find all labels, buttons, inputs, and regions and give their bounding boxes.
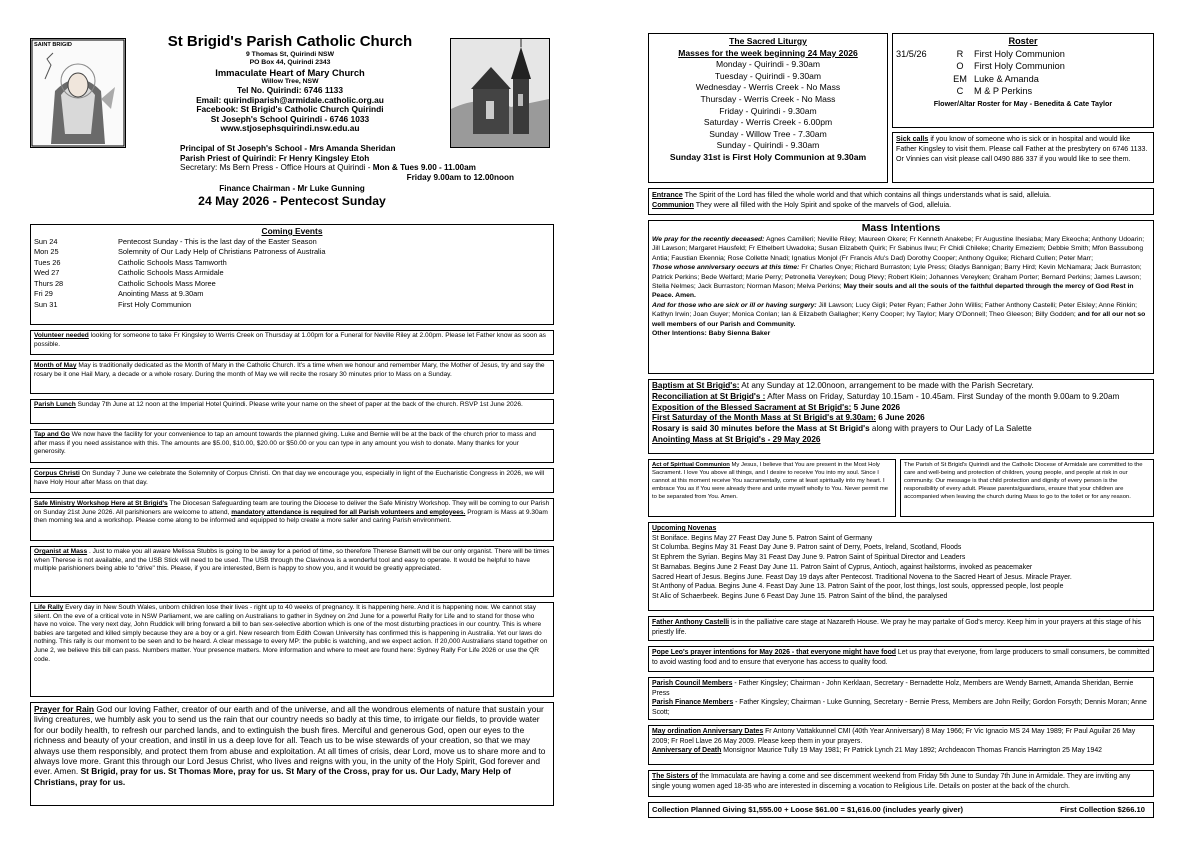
table-row bbox=[34, 279, 550, 290]
reconciliation-text: After Mass on Friday, Saturday 10.15am - 10.45am. First Sunday of the month 9.00am to 9.20am bbox=[765, 391, 1120, 401]
upcoming-novenas bbox=[648, 522, 1154, 611]
entrance-heading: Entrance bbox=[652, 190, 683, 199]
table-row bbox=[34, 300, 550, 311]
office-hours: Mon & Tues 9.00 - 11.00am bbox=[372, 163, 476, 173]
facebook-link[interactable]: Facebook: St Brigid's Catholic Church Quirindi bbox=[196, 104, 384, 115]
secretary-line bbox=[30, 163, 554, 173]
mass-time: Monday - Quirindi - 9.30am bbox=[715, 59, 821, 70]
notice-heading: Parish Lunch bbox=[34, 401, 76, 408]
notice-text: . Just to make you all aware Melissa Stubbs is going to be away for a period of time, so therefore Therese Barnett will be our only organist. There will be times when Therese is not available, and the USB Stick will need to be used. The USB through the Clavinova is a wonderful tool and easy to operate. It would be helpful to have multiple parishioners being able to "drive" this. Please, if you are interested, Bern is happy to show you, and it would be greatly appreciated. bbox=[34, 548, 550, 573]
list-item: St Ephrem the Syrian. Begins May 31 Feast Day June 9. Patron Saint of Spiritual Director and Leaders bbox=[652, 554, 966, 562]
reconciliation-heading: Reconciliation at St Brigid's : bbox=[652, 391, 766, 401]
collection bbox=[648, 802, 1154, 818]
novenas-title: Upcoming Novenas bbox=[652, 525, 717, 532]
notice-text: Fr Antony Vattakkunnel CMI (40th Year Anniversary) 8 May 1966; Fr Vic Ignacio MS 24 May 1989; Fr Paul Aguilar 26 May 2009; Fr Roel Llave 26 May 2009. Please keep them in your prayers. bbox=[652, 728, 1136, 745]
event-text: Catholic Schools Mass Tamworth bbox=[118, 257, 227, 267]
first-saturday-date: 6 June 2026 bbox=[875, 413, 925, 423]
first-collection: First Collection $266.10 bbox=[1060, 805, 1145, 814]
notice-text: Program is Mass at 9.30am then morning tea and a workshop. Please come along to be informed and equipped to help create a more safer and caring Parish environment. bbox=[34, 508, 548, 525]
event-text: First Holy Communion bbox=[118, 299, 192, 309]
communion-text: They were all filled with the Holy Spirit and spoke of the marvels of God, alleluia. bbox=[693, 200, 952, 210]
notice-emphasis: St Brigid, pray for us. St Thomas More, pray for us. St Mary of the Cross, pray for us. Our Lady, Mary Help of Christians, pray for us. bbox=[34, 766, 511, 787]
roster-name: M & P Perkins bbox=[974, 86, 1033, 97]
notice-heading: Pope Leo's prayer intentions for May 2026 - that everyone might have food bbox=[652, 649, 897, 656]
spiritual-communion bbox=[648, 459, 896, 517]
pope-intentions bbox=[648, 646, 1154, 672]
saint-brigid-icon bbox=[30, 38, 126, 148]
sick-list: Jill Lawson; Lucy Gigli; Peter Ryan; Father John Willis; Father Anthony Castelli; Peter Elsley; Anne Rinkin; Kathyn Irwin; Joan Guyer; Monica Conlan; Ian & Elizabeth Gallagher; Kerry Cooper; Ivy Taylor; Mary O'Donnell; Theo Gleeson; Billy Godden; bbox=[652, 301, 1138, 319]
notice-text: My Jesus, I believe that You are present in the Most Holy Sacrament. I love You above all things, and I desire to receive You into my soul. Since I cannot at this moment receive You sacramentally, come at least spiritually into my heart. I embrace You as if You were already there and unite myself wholly to You. Never permit me to be separated from You. Amen. bbox=[652, 462, 889, 500]
finance-heading: Parish Finance Members bbox=[652, 699, 734, 707]
address-line: PO Box 44, Quirindi 2343 bbox=[249, 59, 331, 66]
council-heading: Parish Council Members bbox=[652, 680, 733, 687]
sisters-notice bbox=[648, 770, 1154, 797]
events-table bbox=[34, 237, 550, 311]
page-title: St Brigid's Parish Catholic Church bbox=[167, 33, 413, 50]
notice-heading: Month of May bbox=[34, 362, 77, 369]
notice-text: We now have the facility for your convenience to tap an amount towards the planned giving. Luke and Bernie will be at the back of the church prior to mass and after mass if you need assistance with this. The amounts are $5.00, $10.00, $20.00 or $50.00 or you can type in any amount you wish to donate. Many thanks for your generosity. bbox=[34, 431, 536, 456]
roster-title: Roster bbox=[1008, 36, 1038, 46]
table-row bbox=[34, 258, 550, 269]
office-hours-friday: Friday 9.00am to 12.00noon bbox=[406, 172, 514, 182]
roster-table bbox=[896, 48, 1150, 98]
baptism-text: At any Sunday at 12.00noon, arrangement to be made with the Parish Secretary. bbox=[739, 381, 1034, 390]
parish-lunch-notice bbox=[30, 399, 554, 424]
roster-name: First Holy Communion bbox=[974, 61, 1065, 72]
finance-chairman: Finance Chairman - Mr Luke Gunning bbox=[219, 184, 365, 194]
table-row bbox=[896, 48, 1150, 61]
council-text: - Father Kingsley; Chairman - John Kerklaan, Secretary - Bernadette Holz, Members are Wendy Barnett, Amanda Sheridan, Bernie Press bbox=[652, 680, 1134, 697]
child-protection bbox=[900, 459, 1154, 517]
roster-code: R bbox=[956, 48, 964, 59]
rosary-heading: Rosary is said 30 minutes before the Mass at St Brigid's bbox=[652, 424, 870, 434]
list-item: St Alic of Schaerbeek. Begins June 6 Feast Day June 15. Patron Saint of the blind, the paralysed bbox=[652, 592, 948, 600]
table-row bbox=[896, 73, 1150, 86]
event-day: Thurs 28 bbox=[34, 278, 64, 288]
baptism-heading: Baptism at St Brigid's: bbox=[652, 381, 740, 390]
notice-text: if you know of someone who is sick or in hospital and would like Father Kingsley to visit them. Please call Father at the presbytery on 6746 1133. Or Vinnies can visit please call 0490 886 337 if you would like to see them. bbox=[896, 135, 1148, 163]
event-text: Solemnity of Our Lady Help of Christians Patroness of Australia bbox=[118, 247, 326, 256]
event-day: Fri 29 bbox=[34, 289, 53, 298]
school-line: St Joseph's School Quirindi - 6746 1033 bbox=[210, 113, 370, 124]
mass-time: Sunday - Quirindi - 9.30am bbox=[716, 140, 820, 151]
notice-text: is in the palliative care stage at Nazareth House. We pray he may partake of God's mercy. Keep him in your prayers at this stage of his priestly life. bbox=[652, 619, 1142, 636]
list-item: Sacred Heart of Jesus. Begins June. Feast Day 19 days after Pentecost. Traditional Novena to the Sacred Heart of Jesus. Miracle Prayer. bbox=[652, 573, 1072, 581]
notice-heading: Organist at Mass bbox=[34, 548, 88, 555]
notice-heading: Sick calls bbox=[896, 135, 929, 143]
anniversary-heading: Those whose anniversary occurs at this time: bbox=[652, 264, 800, 272]
notice-text: The Diocesan Safeguarding team are touring the Diocese to deliver the Safe Ministry Workshop. They will be coming to our Parish on Sunday 21st June 2026. All parishioners are welcome to attend, bbox=[34, 500, 550, 516]
prayer-for-rain bbox=[30, 702, 554, 806]
roster-date: 31/5/26 bbox=[896, 48, 927, 59]
notice-text: The Parish of St Brigid's Quirindi and the Catholic Diocese of Armidale are committed to the care and well-being and protection of children, young people, and people at risk in our community. Our message is that child protection and dignity of every person is the responsibility of every adult. Please parents/guardians, ensure that your children are accompanied when leaving the church during Mass to go to the toilet or for any reason. bbox=[904, 462, 1143, 500]
email-link[interactable]: Email: quirindiparish@armidale.catholic.org.au bbox=[196, 94, 384, 105]
roster-name: Luke & Amanda bbox=[974, 73, 1039, 84]
roster-code: EM bbox=[953, 73, 967, 84]
flower-roster: Flower/Altar Roster for May - Benedita & Cate Taylor bbox=[933, 98, 1113, 108]
table-row bbox=[896, 85, 1150, 98]
organist-notice bbox=[30, 546, 554, 597]
anointing-heading: Anointing Mass at St Brigid's - 29 May 2026 bbox=[652, 434, 821, 444]
list-item: St Columba. Begins May 31 Feast Day June 9. Patron saint of Derry, Poets, Ireland, Scotland, Floods bbox=[652, 544, 962, 552]
staff-block bbox=[30, 144, 554, 209]
website-link[interactable]: www.stjosephsquirindi.nsw.edu.au bbox=[220, 123, 360, 134]
rosary-text: along with prayers to Our Lady of La Salette bbox=[869, 424, 1032, 434]
other-intentions: Other Intentions: Baby Sienna Baker bbox=[652, 330, 771, 338]
mass-time: Saturday - Werris Creek - 6.00pm bbox=[703, 117, 833, 128]
table-row bbox=[34, 268, 550, 279]
mass-intentions bbox=[648, 220, 1154, 374]
church-location: Willow Tree, NSW bbox=[261, 78, 319, 85]
sick-calls bbox=[892, 132, 1154, 183]
death-text: Monsignor Maurice Tully 19 May 1981; Fr Patrick Lynch 21 May 1892; Archdeacon Thomas Francis Harrington 25 May 1942 bbox=[721, 747, 1103, 755]
safe-ministry-notice bbox=[30, 498, 554, 541]
sacraments bbox=[648, 379, 1154, 454]
notice-text: Every day in New South Wales, unborn children lose their lives - right up to 40 weeks of pregnancy. It is happening here. And it is happening now. We cannot stay silent. On the eve of a critical vote in NSW Parliament, we are calling on Australians to gather in Sydney on 2nd June for a powerful Rally for Life and to stand for those who have no voice. The very next day, John Ruddick will bring forward a bill to ban sex-selective abortion which is one of the most disturbing practices in our country. This is where babies are targeted and killed simply because they are a boy or a girl. New research from Edith Cowan University has confirmed this is happening in Australia. Yet our laws do nothing. This rally is our moment to be seen and to be heard. A clear message to every MP: the public is watching, and we expect action. If 20,000 Australians stand together on June 2, we believe this bill can pass. Numbers matter. Your presence matters. More information and where to meet are found here: Sydney Rally For Life 2026 or use the QR code. bbox=[34, 604, 548, 663]
sick-heading: And for those who are sick or ill or having surgery: bbox=[652, 301, 817, 309]
castelli-notice bbox=[648, 616, 1154, 641]
church-photo bbox=[450, 38, 550, 148]
communion-heading: Communion bbox=[652, 200, 694, 210]
notice-heading: The Sisters of bbox=[652, 773, 698, 780]
month-of-may-notice bbox=[30, 360, 554, 394]
roster-code: C bbox=[956, 86, 964, 97]
event-day: Sun 31 bbox=[34, 299, 58, 309]
notice-emphasis: mandatory attendance is required for all Parish volunteers and employees. bbox=[231, 508, 466, 516]
event-day: Tues 26 bbox=[34, 257, 61, 267]
event-day: Mon 25 bbox=[34, 247, 59, 256]
mass-time: Thursday - Werris Creek - No Mass bbox=[700, 93, 836, 104]
notice-heading: Prayer for Rain bbox=[34, 704, 95, 714]
list-item: St Anthony of Padua. Begins June 4. Feast Day June 13. Patron Saint of the poor, lost things, lost souls, oppressed people, lost people bbox=[652, 583, 1064, 591]
roster-code: O bbox=[956, 61, 964, 72]
antiphons bbox=[648, 188, 1154, 215]
death-heading: Anniversary of Death bbox=[652, 747, 722, 755]
first-saturday-heading: First Saturday of the Month Mass at St Brigid's at 9.30am: bbox=[652, 413, 876, 423]
notice-text: Sunday 7th June at 12 noon at the Imperial Hotel Quirindi. Please write your name on the sheet of paper at the back of the church. RSVP 1st June 2026. bbox=[75, 401, 523, 408]
table-row bbox=[34, 289, 550, 300]
exposition-heading: Exposition of the Blessed Sacrament at St Brigid's: bbox=[652, 402, 852, 412]
sacred-liturgy bbox=[648, 33, 888, 183]
notice-heading: Life Rally bbox=[34, 604, 64, 611]
mass-time: Friday - Quirindi - 9.30am bbox=[719, 105, 817, 116]
council-members bbox=[648, 677, 1154, 720]
icon-label: SAINT BRIGID bbox=[34, 42, 72, 48]
liturgy-subtitle: Masses for the week beginning 24 May 2026 bbox=[678, 47, 858, 58]
notice-heading: Act of Spiritual Communion bbox=[652, 462, 730, 468]
notice-heading: Father Anthony Castelli bbox=[652, 619, 730, 626]
notice-text: Let us pray that everyone, from large producers to small consumers, be committed to avoid wasting food and to ensure that everyone has access to quality food. bbox=[652, 649, 1150, 666]
exposition-date: 5 June 2026 bbox=[851, 402, 901, 412]
roster bbox=[892, 33, 1154, 128]
deceased-heading: We pray for the recently deceased: bbox=[652, 236, 765, 243]
liturgy-footer: Sunday 31st is First Holy Communion at 9.30am bbox=[669, 151, 867, 162]
tap-and-go-notice bbox=[30, 429, 554, 463]
notice-text: God our loving Father, creator of our earth and of the universe, and all the wondrous elements of nature that sustain your living creatures, we humbly ask you to send us the rain that our country needs so badly at this time, to irrigate our fields, to provide water for our bodily health, to refresh our parched lands, and to extinguish the bush fires. Merciful and generous God, open our eyes to the richness and beauty of your creation, and instil in us a deep love for all. Teach us to be wise stewards of your creation, so that we may always use them responsibly, and protect them from abuse and exploitation. At all times of crisis, dear Lord, move us to share more and to always love more. Grant this through our Lord Jesus Christ, who lives and reigns with you, in the unity of the Holy Spirit, God forever and ever. Amen. bbox=[34, 704, 546, 777]
list-item: St Barnabas. Begins June 2 Feast Day June 11. Patron Saint of Cyprus, Antioch, against hailstorms, invoked as peacemaker bbox=[652, 563, 1033, 571]
event-day: Wed 27 bbox=[34, 268, 60, 277]
telephone: Tel No. Quirindi: 6746 1133 bbox=[237, 85, 343, 95]
intentions-title: Mass Intentions bbox=[861, 223, 941, 234]
event-day: Sun 24 bbox=[34, 236, 58, 246]
volunteer-notice bbox=[30, 330, 554, 355]
notice-text: looking for someone to take Fr Kingsley to Werris Creek on Thursday at 1.00pm for a Funeral for Neville Riley at 2.00pm. Please let Father know as soon as possible. bbox=[34, 332, 546, 348]
coming-events-title: Coming Events bbox=[261, 226, 323, 236]
notice-text: May is traditionally dedicated as the Month of Mary in the Catholic Church. It's a time when we honour and remember Mary, the Mother of Jesus, try and say the rosary be it one Hail Mary, a decade or a whole rosary. During the month of May we will recite the rosary 30 minutes prior to Mass on a Sunday. bbox=[34, 362, 545, 378]
event-text: Anointing Mass at 9.30am bbox=[118, 289, 204, 298]
deceased-list: Agnes Camilleri; Neville Riley; Maureen Okere; Fr Kenneth Anakebe; Fr Augustine Ihesiaba; Mary Ekeocha; Anthony Udoarin; Jill Lawson; Margaret Hausfeld; Fr Ethelbert Uwadoka; Susan Elizabeth Quirk; Fr Sabinus Ilwu; Fr Chidi Chileke; Charity Emeziem; Debbie Smith; Mfon Bassubong Antia; Faustian Ekennia; Rose Collette Nnadi; Ignatius Monjol (Fr Francis Afu's Dad) Dorothy Cooper; Anthony Oguike; Richard Cullen; Peter Marr; bbox=[652, 236, 1145, 262]
event-text: Catholic Schools Mass Armidale bbox=[118, 268, 224, 277]
entrance-text: The Spirit of the Lord has filled the whole world and that which contains all things understands what is said, alleluia. bbox=[682, 190, 1052, 199]
notice-heading: Corpus Christi bbox=[34, 470, 80, 477]
mass-time: Wednesday - Werris Creek - No Mass bbox=[695, 82, 841, 93]
notice-heading: Tap and Go bbox=[34, 431, 70, 438]
bulletin-date: 24 May 2026 - Pentecost Sunday bbox=[198, 193, 386, 208]
sick-prayer: and for all our not so well members of our Parish and Community. bbox=[652, 311, 1146, 328]
table-row bbox=[34, 247, 550, 258]
table-row bbox=[34, 237, 550, 248]
page-header bbox=[130, 33, 450, 134]
mass-time: Sunday - Willow Tree - 7.30am bbox=[709, 128, 827, 139]
notice-text: On Sunday 7 June we celebrate the Solemnity of Corpus Christi. On that day we encourage you, especially in light of the Eucharistic Congress in 2026, we will have Holy Hour after Mass on that day. bbox=[34, 470, 545, 486]
principal: Principal of St Joseph's School - Mrs Amanda Sheridan bbox=[180, 144, 396, 153]
list-item: St Boniface. Begins May 27 Feast Day June 5. Patron Saint of Germany bbox=[652, 534, 873, 542]
church-name: Immaculate Heart of Mary Church bbox=[215, 67, 365, 78]
notice-heading: Safe Ministry Workshop Here at St Brigid's bbox=[34, 500, 168, 507]
notice-text: the Immaculata are having a come and see discernment weekend from Friday 5th June to Sunday 7th June in Armidale. They are inviting any single young women aged 18-35 who are interested in discerning a vocation to Religious Life. Details on poster at the back of the church. bbox=[652, 773, 1131, 790]
mass-time: Tuesday - Quirindi - 9.30am bbox=[714, 70, 822, 81]
finance-text: - Father Kingsley; Chairman - Luke Gunning, Secretary - Bernie Press, Members are John Reilly; Gordon Forsyth; Dennis Moran; Anne Scott; bbox=[652, 699, 1147, 716]
life-rally-notice bbox=[30, 602, 554, 697]
corpus-christi-notice bbox=[30, 468, 554, 493]
secretary: Secretary: Ms Bern Press - Office Hours at Quirindi - bbox=[180, 163, 373, 173]
table-row bbox=[896, 60, 1150, 73]
collection-total: Collection Planned Giving $1,555.00 + Loose $61.00 = $1,616.00 (includes yearly giver) bbox=[652, 805, 964, 814]
anniversary-list: Fr Charles Onye; Richard Burraston; Lyle Press; Gladys Bannigan; Barry Hird; Kevin McNamara; Jack Burraston; Patrick Perkins; Bede Welfard; Marie Perry; Petronella Vereyken; Doug Plevy; Robert Klein; Johannes Vereyken; Graham Porter; Bernard Perkins; James Lawson; Stella Nelmes; Jack Burraston; Norman Mason; Melva Perkins; bbox=[652, 264, 1142, 291]
event-text: Catholic Schools Mass Moree bbox=[118, 278, 216, 288]
address-line: 9 Thomas St, Quirindi NSW bbox=[246, 51, 334, 58]
notice-heading: May ordination Anniversary Dates bbox=[652, 728, 764, 735]
anniversary-prayer: May their souls and all the souls of the faithful departed through the mercy of God Rest in Peace. Amen. bbox=[652, 283, 1134, 300]
roster-name: First Holy Communion bbox=[974, 48, 1065, 59]
parish-priest: Parish Priest of Quirindi: Fr Henry Kingsley Etoh bbox=[180, 153, 370, 163]
liturgy-title: The Sacred Liturgy bbox=[729, 36, 807, 46]
coming-events bbox=[30, 224, 554, 325]
ordination-anniversaries bbox=[648, 725, 1154, 765]
event-text: Pentecost Sunday - This is the last day of the Easter Season bbox=[118, 236, 317, 246]
notice-heading: Volunteer needed bbox=[34, 332, 89, 339]
